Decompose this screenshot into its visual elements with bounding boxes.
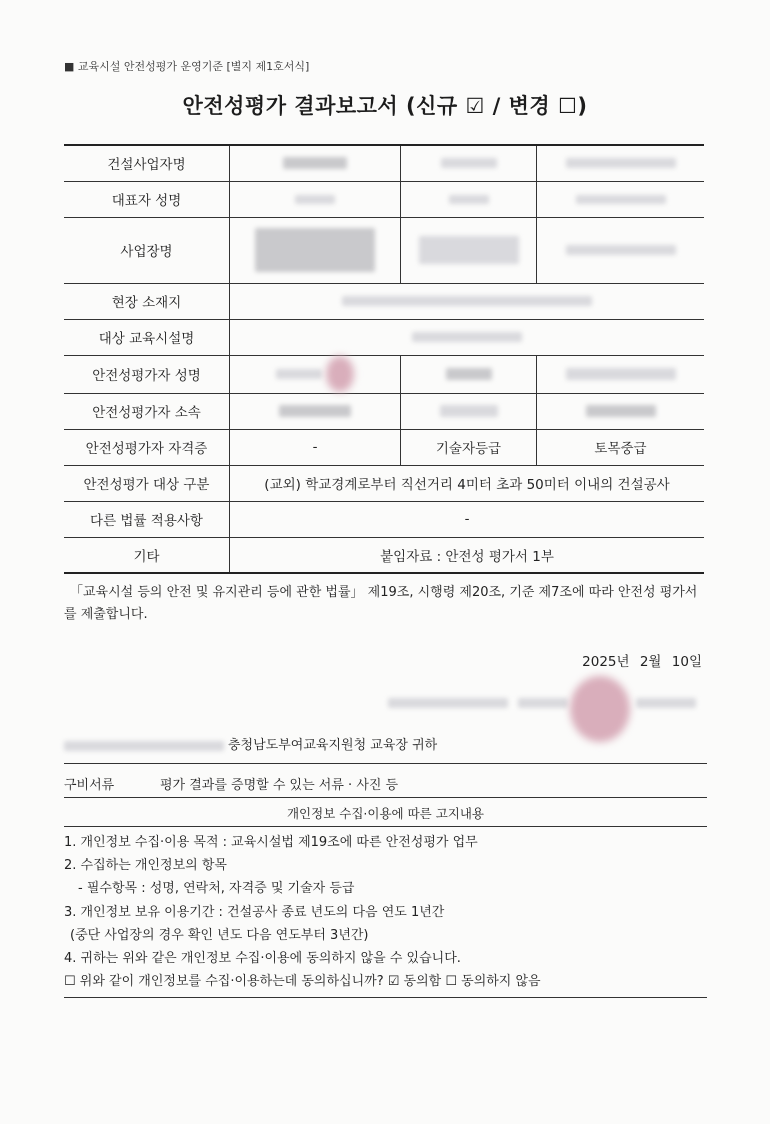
declaration-text: 「교육시설 등의 안전 및 유지관리 등에 관한 법률」 제19조, 시행령 제20조, 기준 제7조에 따라 안전성 평가서를 제출합니다. bbox=[64, 585, 698, 622]
recipient-text: 충청남도부여교육지원청 교육장 귀하 bbox=[228, 738, 438, 753]
redacted-value bbox=[537, 145, 705, 181]
label-evaluator-org: 안전성평가자 소속 bbox=[64, 393, 230, 429]
label-etc: 기타 bbox=[64, 537, 230, 573]
label-facility: 대상 교육시설명 bbox=[64, 319, 230, 355]
redacted-value bbox=[401, 393, 537, 429]
label-other-law: 다른 법률 적용사항 bbox=[64, 501, 230, 537]
label-evaluator-cert: 안전성평가자 자격증 bbox=[64, 429, 230, 465]
redacted-value bbox=[401, 145, 537, 181]
table-row-representative bbox=[64, 181, 704, 217]
redacted-value bbox=[230, 355, 401, 393]
redacted-value bbox=[230, 145, 401, 181]
redacted-value bbox=[401, 217, 537, 283]
privacy-line: - 필수항목 : 성명, 연락처, 자격증 및 기술자 등급 bbox=[78, 881, 355, 897]
privacy-line: 4. 귀하는 위와 같은 개인정보 수집·이용에 동의하지 않을 수 있습니다. bbox=[64, 951, 461, 967]
label-eval-category: 안전성평가 대상 구분 bbox=[64, 465, 230, 501]
privacy-line: 2. 수집하는 개인정보의 항목 bbox=[64, 858, 227, 874]
document-title: 안전성평가 결과보고서 (신규 ☑ / 변경 ☐) bbox=[182, 94, 588, 118]
table-row-workplace bbox=[64, 217, 704, 283]
attachments-row bbox=[64, 774, 398, 793]
redacted-value bbox=[401, 355, 537, 393]
table-row-facility bbox=[64, 319, 704, 355]
redacted-value bbox=[230, 283, 705, 319]
table-row-eval-category bbox=[64, 465, 704, 501]
redacted-value bbox=[537, 393, 705, 429]
submission-date: 2025년 2월 10일 bbox=[582, 654, 702, 670]
recipient-line bbox=[64, 734, 437, 753]
signature-stamp bbox=[570, 676, 630, 742]
privacy-line: 3. 개인정보 보유 이용기간 : 건설공사 종료 년도의 다음 연도 1년간 bbox=[64, 904, 445, 920]
divider bbox=[64, 797, 707, 798]
table-row-etc bbox=[64, 537, 704, 573]
other-law-value: - bbox=[230, 501, 705, 537]
redacted-value bbox=[230, 393, 401, 429]
attachments-text: 평가 결과를 증명할 수 있는 서류 · 사진 등 bbox=[160, 778, 399, 793]
label-builder: 건설사업자명 bbox=[64, 145, 230, 181]
attachments-label: 구비서류 bbox=[64, 778, 115, 793]
privacy-line: 1. 개인정보 수집·이용 목적 : 교육시설법 제19조에 따른 안전성평가 업무 bbox=[64, 835, 478, 850]
etc-value: 붙임자료 : 안전성 평가서 1부 bbox=[230, 537, 705, 573]
table-row-evaluator-org bbox=[64, 393, 704, 429]
cert-value-3: 토목중급 bbox=[537, 429, 705, 465]
label-workplace: 사업장명 bbox=[64, 217, 230, 283]
label-evaluator-name: 안전성평가자 성명 bbox=[64, 355, 230, 393]
applicant-signature-area bbox=[388, 690, 708, 716]
divider bbox=[64, 997, 707, 998]
cert-value-2: 기술자등급 bbox=[401, 429, 537, 465]
report-form-table bbox=[64, 144, 704, 574]
seal-stamp bbox=[326, 356, 354, 392]
redacted-value bbox=[537, 355, 705, 393]
table-row-evaluator-cert bbox=[64, 429, 704, 465]
redacted-value bbox=[230, 319, 705, 355]
privacy-notice-title: 개인정보 수집·이용에 따른 고지내용 bbox=[286, 806, 485, 821]
privacy-consent-line: ☐ 위와 같이 개인정보를 수집·이용하는데 동의하십니까? ☑ 동의함 ☐ 동의하지 않음 bbox=[64, 974, 541, 990]
table-row-builder bbox=[64, 145, 704, 181]
table-row-other-law bbox=[64, 501, 704, 537]
redacted-value bbox=[537, 181, 705, 217]
divider bbox=[64, 826, 707, 827]
divider bbox=[64, 763, 707, 764]
table-row-location bbox=[64, 283, 704, 319]
redacted-value bbox=[401, 181, 537, 217]
privacy-notice bbox=[64, 831, 541, 993]
label-representative: 대표자 성명 bbox=[64, 181, 230, 217]
redacted-value bbox=[537, 217, 705, 283]
redacted-value bbox=[64, 741, 224, 751]
eval-category-value: (교외) 학교경계로부터 직선거리 4미터 초과 50미터 이내의 건설공사 bbox=[230, 465, 705, 501]
cert-value-1: - bbox=[230, 429, 401, 465]
label-location: 현장 소재지 bbox=[64, 283, 230, 319]
redacted-value bbox=[230, 217, 401, 283]
table-row-evaluator-name bbox=[64, 355, 704, 393]
redacted-value bbox=[230, 181, 401, 217]
privacy-line: (중단 사업장의 경우 확인 년도 다음 연도부터 3년간) bbox=[70, 927, 369, 943]
form-number-note: ■ 교육시설 안전성평가 운영기준 [별지 제1호서식] bbox=[64, 60, 310, 73]
